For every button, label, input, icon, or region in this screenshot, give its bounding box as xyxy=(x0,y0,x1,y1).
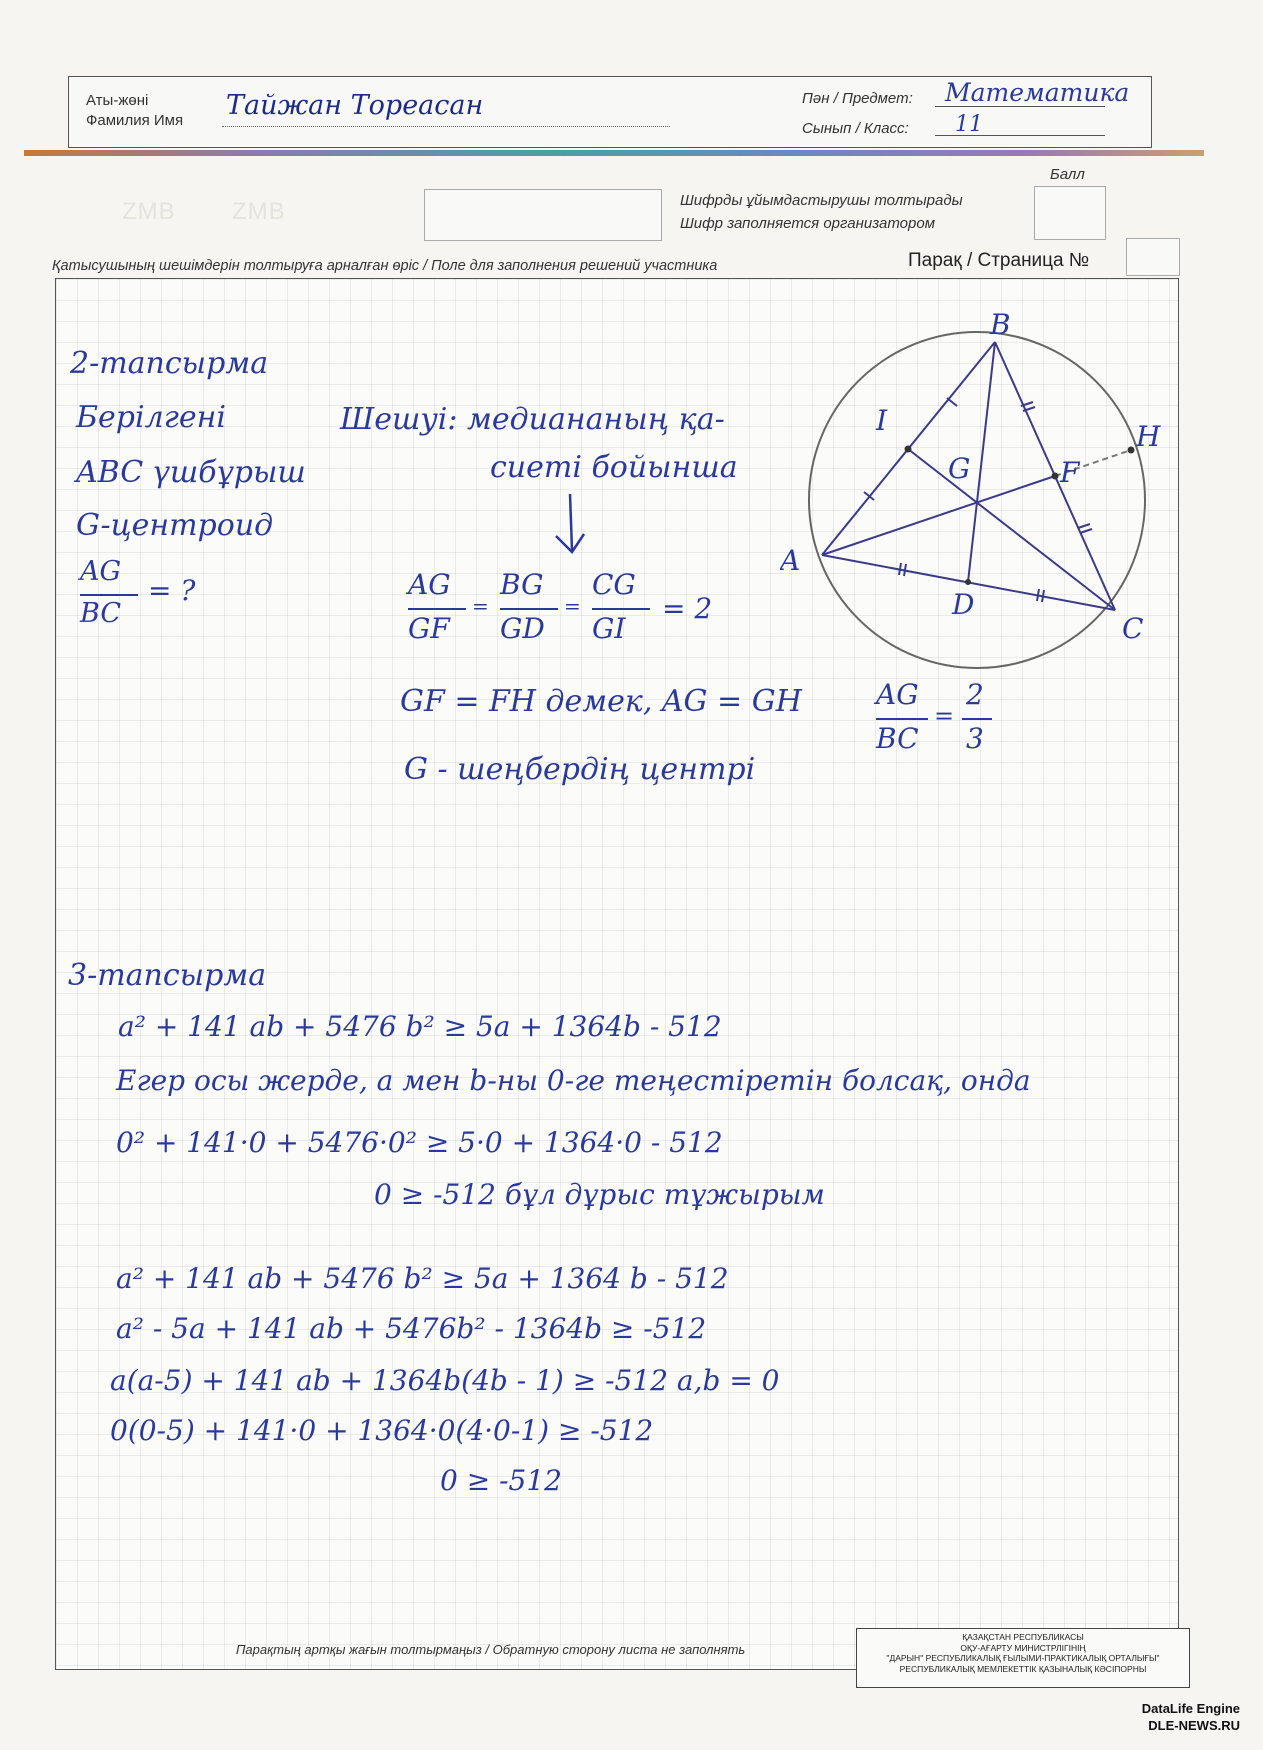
answer-rhs-bar xyxy=(962,718,992,720)
ratio-1-num: AG xyxy=(408,568,451,601)
task3-line-9: 0 ≥ -512 xyxy=(440,1464,562,1497)
task3-line-1: a² + 141 ab + 5476 b² ≥ 5a + 1364b - 512 xyxy=(118,1010,722,1043)
task3-title: 3-тапсырма xyxy=(68,958,267,993)
task3-line-5: a² + 141 ab + 5476 b² ≥ 5a + 1364 b - 512 xyxy=(116,1262,729,1295)
tick-ad-1 xyxy=(899,563,901,575)
triangle-circle-diagram xyxy=(780,300,1170,680)
ratio-2-den: GD xyxy=(500,612,545,645)
page-number-box[interactable] xyxy=(1126,238,1180,276)
site-watermark-line1: DataLife Engine xyxy=(1141,1701,1240,1716)
watermark-left: ZMB xyxy=(122,198,176,225)
point-h xyxy=(1128,447,1135,454)
task2-title: 2-тапсырма xyxy=(70,346,269,381)
ratio-2-num: BG xyxy=(500,568,544,601)
tick-dc-2 xyxy=(1042,590,1044,602)
organization-stamp xyxy=(856,1628,1190,1688)
label-f: F xyxy=(1060,456,1080,489)
ratio-value: = 2 xyxy=(662,592,713,625)
point-d xyxy=(965,579,971,585)
question-numerator: AG xyxy=(80,556,122,587)
answer-rhs-num: 2 xyxy=(966,678,984,711)
tick-fc-2 xyxy=(1080,529,1092,533)
task2-triangle: ABC үшбұрыш xyxy=(76,455,306,490)
site-watermark xyxy=(1040,1700,1240,1734)
stamp-line-4: РЕСПУБЛИКАЛЫҚ МЕМЛЕКЕТТІК ҚАЗЫНАЛЫҚ КӘСІПОРНЫ xyxy=(899,1663,1147,1674)
ratio-3-den: GI xyxy=(592,612,626,645)
task3-line-2: Егер осы жерде, a мен b-ны 0-ге теңестіретін болсақ, онда xyxy=(116,1064,1031,1097)
ratio-1-bar xyxy=(408,608,466,610)
ratio-equation xyxy=(408,568,748,658)
task2-question xyxy=(80,556,220,636)
watermark-right: ZMB xyxy=(232,198,286,225)
median-a xyxy=(822,476,1055,555)
ratio-1-den: GF xyxy=(408,612,450,645)
site-watermark-line2: DLE-NEWS.RU xyxy=(1148,1718,1240,1733)
task3-line-6: a² - 5a + 141 ab + 5476b² - 1364b ≥ -512 xyxy=(116,1312,707,1345)
label-b: B xyxy=(990,308,1011,341)
answer-equals: = xyxy=(934,702,955,730)
task3-line-7: a(a-5) + 141 ab + 1364b(4b - 1) ≥ -512 a,b = 0 xyxy=(110,1364,780,1397)
label-i: I xyxy=(876,404,888,437)
subject-value[interactable]: Математика xyxy=(945,78,1130,107)
stamp-line-3: "ДАРЫН" РЕСПУБЛИКАЛЫҚ ҒЫЛЫМИ-ПРАКТИКАЛЫҚ ОРТАЛЫҒЫ" xyxy=(886,1653,1160,1663)
task2-solution-line1: Шешуі: медиананың қа- xyxy=(340,402,725,437)
ratio-3-num: CG xyxy=(592,568,636,601)
down-arrow-icon xyxy=(550,492,590,558)
point-f xyxy=(1052,473,1059,480)
class-value[interactable]: 11 xyxy=(955,112,983,137)
solution-field-label: Қатысушының шешімдерін толтыруға арналған өріс / Поле для заполнения решений участника xyxy=(52,258,718,274)
tick-fc-1 xyxy=(1078,524,1090,528)
task3-line-8: 0(0-5) + 141·0 + 1364·0(4·0-1) ≥ -512 xyxy=(110,1414,654,1447)
median-b xyxy=(968,342,995,582)
label-a: A xyxy=(780,544,801,577)
ratio-2-bar xyxy=(500,608,558,610)
task3-line-3: 0² + 141·0 + 5476·0² ≥ 5·0 + 1364·0 - 512 xyxy=(116,1126,723,1159)
label-g: G xyxy=(948,452,971,485)
tick-dc-1 xyxy=(1037,589,1039,601)
page-number-label: Парақ / Страница № xyxy=(908,250,1090,271)
cipher-note-ru: Шифр заполняется организатором xyxy=(680,215,935,232)
task2-centroid: G-центроид xyxy=(76,508,274,543)
stamp-line-2: ОҚУ-АҒАРТУ МИНИСТРЛІГІНІҢ xyxy=(960,1642,1086,1653)
median-c xyxy=(908,449,1115,610)
label-c: C xyxy=(1122,612,1144,645)
question-rhs: = ? xyxy=(148,574,196,607)
task2-given: Берілгені xyxy=(76,400,226,435)
task2-center-line: G - шеңбердің центрі xyxy=(404,752,756,787)
label-h: H xyxy=(1136,420,1161,453)
name-label-ru: Фамилия Имя xyxy=(86,112,184,129)
cipher-box[interactable] xyxy=(424,189,662,241)
name-value[interactable]: Тайжан Тореасан xyxy=(226,90,484,121)
task2-solution-line2: сиеті бойынша xyxy=(490,450,738,485)
name-label-kz: Аты-жөні xyxy=(86,92,149,109)
task3-line-4: 0 ≥ -512 бұл дұрыс тұжырым xyxy=(374,1178,825,1211)
tick-ad-2 xyxy=(904,564,906,576)
cipher-note-kz: Шифрды ұйымдастырушы толтырады xyxy=(680,192,963,209)
task2-answer xyxy=(876,678,1016,768)
ratio-eq-1: = xyxy=(472,594,489,618)
answer-denominator: BC xyxy=(876,722,919,755)
name-line xyxy=(222,126,670,127)
answer-bar xyxy=(876,718,928,720)
subject-label: Пән / Предмет: xyxy=(802,90,913,107)
color-stripe xyxy=(24,150,1204,156)
point-i xyxy=(905,446,912,453)
stamp-line-1: ҚАЗАҚСТАН РЕСПУБЛИКАСЫ xyxy=(962,1632,1084,1642)
question-denominator: BC xyxy=(80,598,122,629)
question-fraction-bar xyxy=(80,594,138,596)
task2-gf-line: GF = FH демек, AG = GH xyxy=(400,684,802,719)
footer-note: Парақтың артқы жағын толтырмаңыз / Обратную сторону листа не заполнять xyxy=(236,1642,746,1657)
label-d: D xyxy=(952,588,975,621)
ratio-eq-2: = xyxy=(564,594,581,618)
ratio-3-bar xyxy=(592,608,650,610)
class-label: Сынып / Класс: xyxy=(802,120,909,137)
answer-numerator: AG xyxy=(876,678,919,711)
answer-rhs-den: 3 xyxy=(966,722,984,755)
tick-ib xyxy=(947,398,957,406)
score-label: Балл xyxy=(1050,166,1085,183)
score-box[interactable] xyxy=(1034,186,1106,240)
